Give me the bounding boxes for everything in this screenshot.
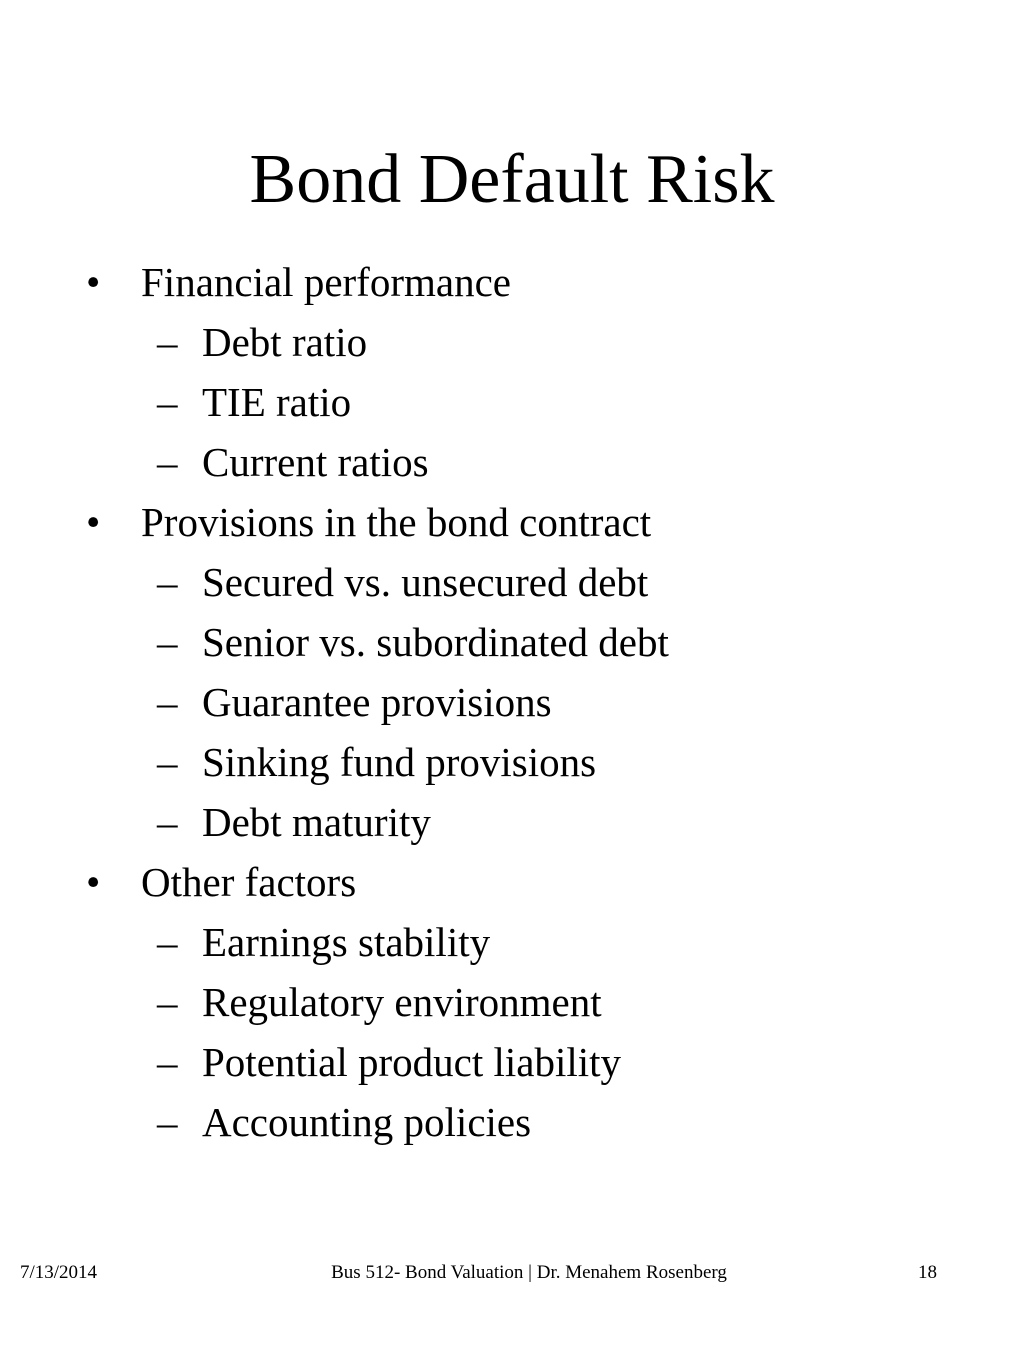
sub-bullet-item [0,612,1024,672]
sub-bullet-label: Debt maturity [202,799,431,845]
sub-bullet-label: Regulatory environment [202,979,602,1025]
dash-marker: – [157,439,178,485]
dash-marker: – [157,679,178,725]
bullet-marker: • [86,859,101,905]
sub-bullet-item [0,432,1024,492]
sub-bullet-label: Guarantee provisions [202,679,552,725]
sub-bullet-label: Secured vs. unsecured debt [202,559,649,605]
dash-marker: – [157,919,178,965]
bullet-marker: • [86,499,101,545]
sub-bullet-label: Potential product liability [202,1039,622,1085]
bullet-label: Other factors [141,859,357,905]
sub-bullet-label: Senior vs. subordinated debt [202,619,669,665]
slide-title: Bond Default Risk [249,141,775,218]
sub-bullet-label: Current ratios [202,439,429,485]
sub-bullet-item [0,552,1024,612]
dash-marker: – [157,319,178,365]
dash-marker: – [157,979,178,1025]
dash-marker: – [157,799,178,845]
sub-bullet-label: Sinking fund provisions [202,739,597,785]
dash-marker: – [157,559,178,605]
sub-bullet-item [0,312,1024,372]
sub-bullet-label: Accounting policies [202,1099,532,1145]
bullet-item [0,492,1024,552]
sub-bullet-item [0,732,1024,792]
dash-marker: – [157,1039,178,1085]
sub-bullet-item [0,972,1024,1032]
bullet-label: Provisions in the bond contract [141,499,652,545]
sub-bullet-item [0,372,1024,432]
sub-bullet-item [0,672,1024,732]
bullet-item [0,252,1024,312]
footer-date: 7/13/2014 [20,1262,98,1283]
sub-bullet-item [0,1032,1024,1092]
sub-bullet-item [0,1092,1024,1152]
dash-marker: – [157,1099,178,1145]
sub-bullet-item [0,912,1024,972]
slide-number: 18 [918,1262,937,1283]
dash-marker: – [157,739,178,785]
footer-course-info: Bus 512- Bond Valuation | Dr. Menahem Rosenberg [331,1262,727,1283]
sub-bullet-label: Debt ratio [202,319,368,365]
dash-marker: – [157,379,178,425]
bullet-marker: • [86,259,101,305]
dash-marker: – [157,619,178,665]
bullet-label: Financial performance [141,259,511,305]
sub-bullet-item [0,792,1024,852]
bullet-list [0,252,1024,1152]
bullet-item [0,852,1024,912]
sub-bullet-label: Earnings stability [202,919,491,965]
sub-bullet-label: TIE ratio [202,379,352,425]
